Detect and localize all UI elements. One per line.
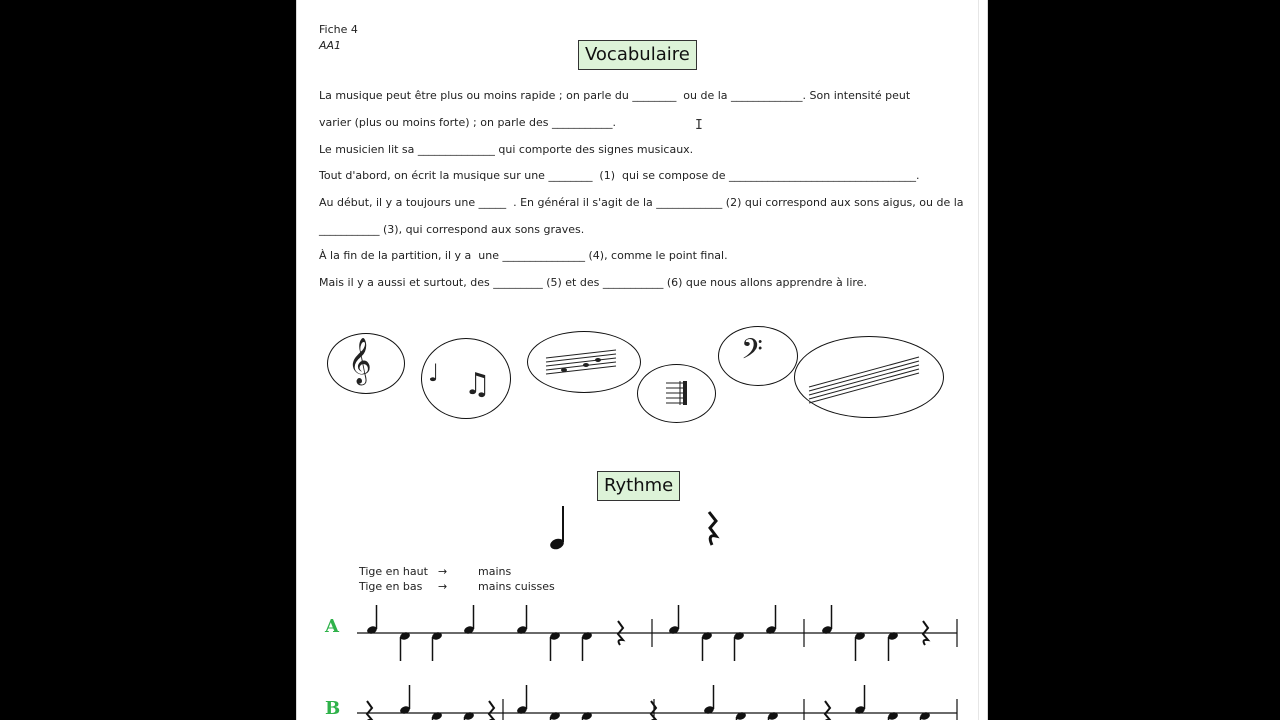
vocab-line-4: Tout d'abord, on écrit la musique sur une ________ (1) qui se compose de __________________________________. [319,169,920,182]
oval-double-bar [637,364,716,423]
quarter-rest [489,701,494,720]
beamed-notes-icon: ♫ [464,367,491,402]
vocab-line-8: Mais il y a aussi et surtout, des _________ (5) et des ___________ (6) que nous allons apprendre à lire. [319,276,867,289]
oval-staff-notes [527,331,641,393]
rhythm-row-b [297,680,987,720]
legend-row-down-right: mains cuisses [478,580,555,593]
vocab-line-7: À la fin de la partition, il y a une _______________ (4), comme le point final. [319,249,728,262]
vocab-line-2: varier (plus ou moins forte) ; on parle des ___________. [319,116,616,129]
oval-bass-clef [718,326,798,386]
text-cursor-icon: I [695,118,703,133]
quarter-note-large-icon [547,500,587,556]
rhythm-row-a [297,600,987,670]
bass-clef-icon: 𝄢 [741,333,763,373]
treble-clef-icon: 𝄞 [348,338,372,384]
staff-with-notes-icon [528,332,642,394]
legend-row-down-arrow: → [438,580,448,593]
oval-staff [794,336,944,418]
code-label: AA1 [319,39,342,52]
worksheet-page [296,0,988,720]
legend-row-up-right: mains [478,565,512,578]
vocab-line-3: Le musicien lit sa ______________ qui comporte des signes musicaux. [319,143,694,156]
quarter-rest [651,701,656,720]
vocab-line-5: Au début, il y a toujours une _____ . En général il s'agit de la ____________ (2) qui correspond aux sons aigus, ou de la [319,196,964,209]
legend-row-up-left: Tige en haut [359,565,428,578]
quarter-rest [825,701,830,720]
rythme-title: Rythme [597,471,680,501]
fiche-label: Fiche 4 [319,23,358,36]
legend-row-up-arrow: → [438,565,448,578]
quarter-note-icon: ♩ [428,359,440,387]
vocab-line-6: ___________ (3), qui correspond aux sons graves. [319,223,585,236]
legend-row-down-left: Tige en bas [359,580,423,593]
empty-staff-icon [795,337,945,419]
rhythm-row-b-label: B [325,698,341,719]
quarter-rest [367,701,372,720]
quarter-rest-large-icon [703,510,723,550]
vocab-line-1: La musique peut être plus ou moins rapide ; on parle du ________ ou de la _____________. Son intensité peut [319,89,911,102]
rhythm-row-a-label: A [325,616,339,637]
final-barline-icon [638,365,717,424]
oval-notes [421,338,511,419]
vocabulaire-title: Vocabulaire [578,40,697,70]
oval-treble-clef [327,333,405,394]
